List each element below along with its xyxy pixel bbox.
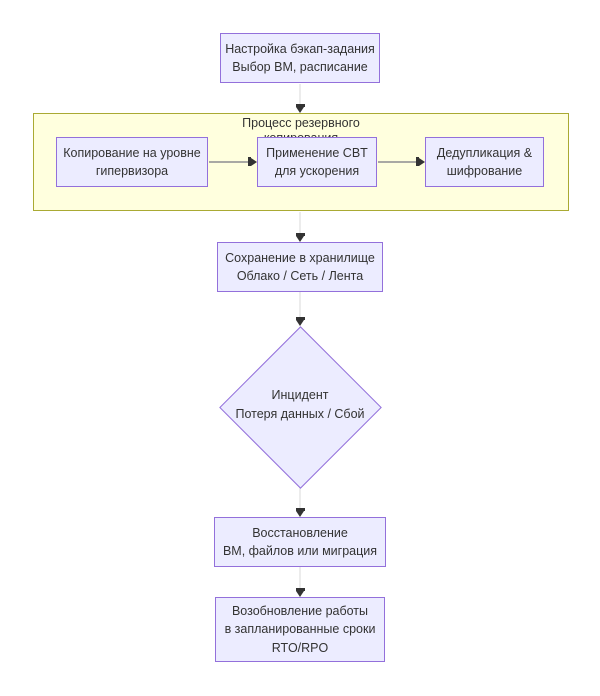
edge-restore-to-resume (299, 567, 301, 588)
node-dedup-encryption-line1: Дедупликация & (436, 146, 533, 160)
node-storage-line1: Сохранение в хранилище (225, 251, 375, 265)
group-title-line1: Процесс резервного (242, 116, 360, 130)
node-backup-setup-line2: Выбор ВМ, расписание (232, 60, 368, 74)
node-restore-line2: ВМ, файлов или миграция (222, 544, 378, 558)
decision-incident-line1: Инцидент (271, 388, 329, 402)
node-storage (217, 242, 383, 292)
node-cbt-acceleration (257, 137, 377, 187)
node-hypervisor-copy-line2: гипервизора (95, 164, 169, 178)
arrowhead-down-icon (296, 508, 305, 517)
edge-setup-to-process (299, 84, 301, 105)
node-hypervisor-copy (56, 137, 208, 187)
node-resume-work-line3: RTO/RPO (271, 640, 329, 655)
node-resume-work-line1: Возобновление работы (231, 603, 369, 618)
node-cbt-acceleration-line2: для ускорения (274, 164, 360, 178)
arrowhead-down-icon (296, 317, 305, 326)
arrowhead-down-icon (296, 588, 305, 597)
arrowhead-down-icon (296, 104, 305, 113)
arrowhead-down-icon (296, 233, 305, 242)
node-storage-line2: Облако / Сеть / Лента (236, 269, 364, 283)
decision-incident-line2: Потеря данных / Сбой (235, 407, 365, 421)
arrowhead-right-icon (416, 157, 425, 166)
node-restore (214, 517, 386, 567)
edge-cbt-to-dedup (378, 161, 416, 163)
node-hypervisor-copy-line1: Копирование на уровне (63, 146, 201, 160)
arrowhead-right-icon (248, 157, 257, 166)
node-cbt-acceleration-line1: Применение CBT (266, 146, 368, 160)
node-resume-work-line2: в запланированные сроки (224, 622, 376, 637)
edge-storage-to-incident (299, 292, 301, 317)
node-dedup-encryption-line2: шифрование (446, 164, 523, 178)
edge-incident-to-restore (299, 488, 301, 508)
node-restore-line1: Восстановление (252, 526, 348, 540)
node-backup-setup (220, 33, 380, 83)
edge-process-to-storage (299, 212, 301, 233)
decision-incident-label (205, 386, 395, 424)
node-resume-work (215, 597, 385, 662)
edge-hypervisor-to-cbt (209, 161, 248, 163)
node-backup-setup-line1: Настройка бэкап-задания (225, 42, 375, 56)
node-dedup-encryption (425, 137, 544, 187)
